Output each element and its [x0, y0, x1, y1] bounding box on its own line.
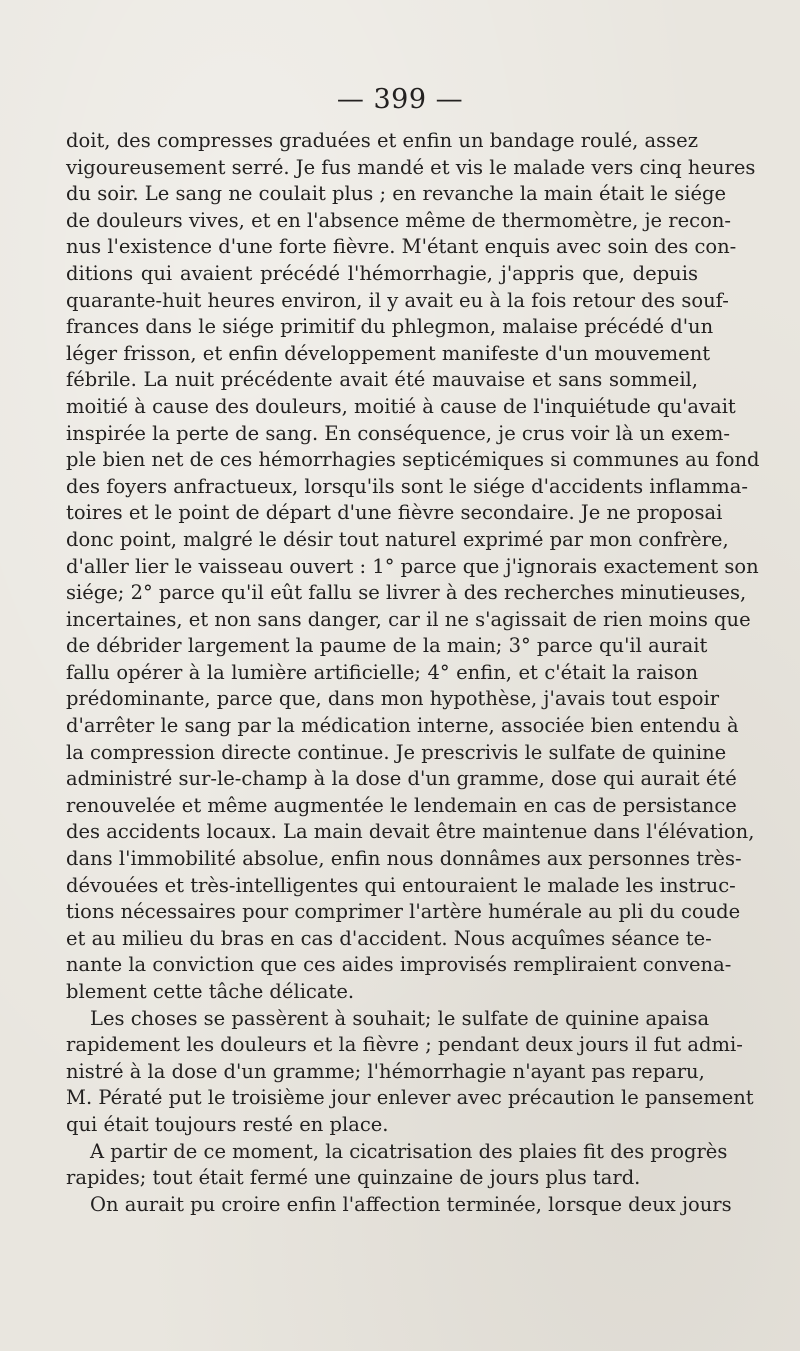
text-line: léger frisson, et enfin développement manifeste d'un mouvement	[66, 341, 711, 365]
text-line: rapides; tout était fermé une quinzaine de jours plus tard.	[66, 1166, 641, 1190]
text-line: prédominante, parce que, dans mon hypothèse, j'avais tout espoir	[66, 687, 720, 711]
text-line: On aurait pu croire enfin l'affection terminée, lorsque deux jours	[90, 1192, 732, 1216]
text-line: dévouées et très-intelligentes qui entouraient le malade les instruc-	[66, 873, 736, 897]
text-line: siége; 2° parce qu'il eût fallu se livrer à des recherches minutieuses,	[66, 581, 747, 605]
text-line: nante la conviction que ces aides improvisés rempliraient convena-	[66, 953, 732, 977]
text-line: des accidents locaux. La main devait être maintenue dans l'élévation,	[66, 820, 755, 844]
text-line: nistré à la dose d'un gramme; l'hémorrhagie n'ayant pas reparu,	[66, 1059, 705, 1083]
text-line: moitié à cause des douleurs, moitié à cause de l'inquiétude qu'avait	[66, 394, 736, 418]
text-line: frances dans le siége primitif du phlegmon, malaise précédé d'un	[66, 315, 714, 339]
text-line: A partir de ce moment, la cicatrisation des plaies fit des progrès	[90, 1139, 728, 1163]
text-line: Les choses se passèrent à souhait; le sulfate de quinine apaisa	[90, 1006, 710, 1030]
page-number: — 399 —	[336, 84, 464, 115]
text-line: vigoureusement serré. Je fus mandé et vis le malade vers cinq heures	[66, 155, 756, 179]
text-line: administré sur-le-champ à la dose d'un gramme, dose qui aurait été	[66, 767, 737, 791]
text-line: doit, des compresses graduées et enfin un bandage roulé, assez	[66, 129, 698, 152]
text-line: blement cette tâche délicate.	[66, 980, 355, 1003]
text-line: tions nécessaires pour comprimer l'artère humérale au pli du coude	[66, 900, 741, 924]
text-line: de douleurs vives, et en l'absence même de thermomètre, je recon-	[66, 208, 731, 232]
text-line: incertaines, et non sans danger, car il ne s'agissait de rien moins que	[66, 607, 751, 631]
text-line: ple bien net de ces hémorrhagies septicémiques si communes au fond	[66, 448, 760, 472]
text-line: d'arrêter le sang par la médication interne, associée bien entendu à	[66, 714, 739, 738]
text-line: donc point, malgré le désir tout naturel exprimé par mon confrère,	[66, 527, 729, 551]
text-line: des foyers anfractueux, lorsqu'ils sont le siége d'accidents inflamma-	[66, 474, 748, 498]
text-line: inspirée la perte de sang. En conséquence, je crus voir là un exem-	[66, 421, 730, 445]
text-line: quarante-huit heures environ, il y avait eu à la fois retour des souf-	[66, 288, 729, 312]
text-line: la compression directe continue. Je prescrivis le sulfate de quinine	[66, 740, 727, 764]
text-line: M. Pératé put le troisième jour enlever avec précaution le pansement	[66, 1086, 754, 1110]
text-line: toires et le point de départ d'une fièvre secondaire. Je ne proposai	[66, 501, 723, 525]
text-line: renouvelée et même augmentée le lendemain en cas de persistance	[66, 793, 737, 817]
text-line: de débrider largement la paume de la main; 3° parce qu'il aurait	[66, 634, 708, 658]
text-line: nus l'existence d'une forte fièvre. M'étant enquis avec soin des con-	[66, 235, 737, 259]
text-line: du soir. Le sang ne coulait plus ; en revanche la main était le siége	[66, 182, 727, 206]
text-line: qui était toujours resté en place.	[66, 1112, 389, 1136]
text-line: d'aller lier le vaisseau ouvert : 1° parce que j'ignorais exactement son	[66, 554, 759, 578]
text-line: rapidement les douleurs et la fièvre ; pendant deux jours il fut admi-	[66, 1033, 743, 1057]
text-line: et au milieu du bras en cas d'accident. Nous acquîmes séance te-	[66, 926, 712, 950]
text-line: dans l'immobilité absolue, enfin nous donnâmes aux personnes très-	[66, 847, 742, 871]
text-line: fallu opérer à la lumière artificielle; 4° enfin, et c'était la raison	[66, 660, 698, 684]
text-line: ditions qui avaient précédé l'hémorrhagie, j'appris que, depuis	[66, 261, 698, 285]
text-line: fébrile. La nuit précédente avait été mauvaise et sans sommeil,	[66, 368, 698, 392]
body-text	[66, 128, 760, 1218]
